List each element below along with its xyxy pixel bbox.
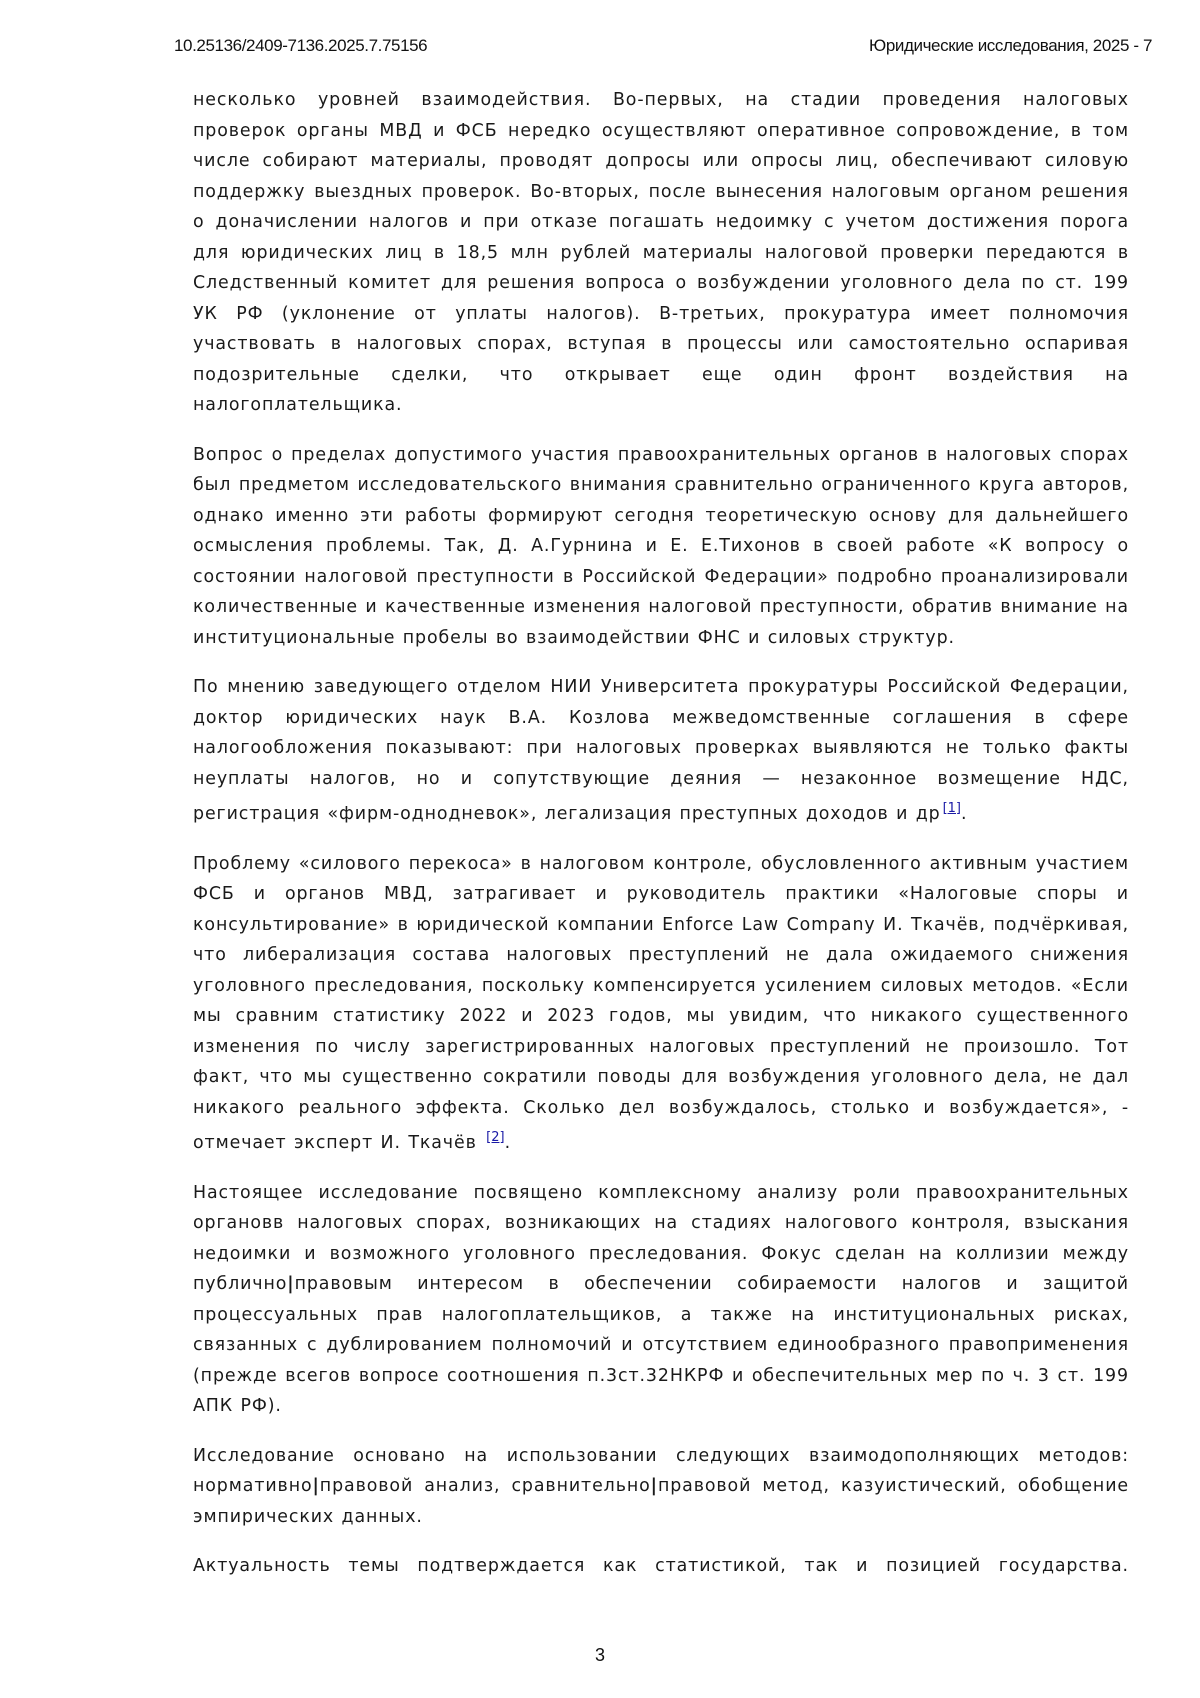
footnote-link-2[interactable]: [2] xyxy=(486,1130,505,1145)
journal-title: Юридические исследования, 2025 - 7 xyxy=(869,36,1152,55)
paragraph-4-text: Проблему «силового перекоса» в налоговом контроле, обусловленного активным участием ФСБ и органов МВД, затрагивает и руководитель практики «Налоговые споры и консультирование» в юридической компании Enforce Law Company И. Ткачёв, подчёркивая, что либерализация состава налоговых преступлений не дала ожидаемого снижения уголовного преследования, поскольку компенсируется усилением силовых методов. «Если мы сравним статистику 2022 и 2023 годов, мы увидим, что никакого существенного изменения по числу зарегистрированных налоговых преступлений не произошло. Тот факт, что мы существенно сократили поводы для возбуждения уголовного дела, не дал никакого реального эффекта. Сколько дел возбуждалось, столько и возбуждается», - отмечает эксперт И. Ткачёв xyxy=(193,853,1129,1153)
article-body xyxy=(193,85,1129,1601)
doi-text: 10.25136/2409-7136.2025.7.75156 xyxy=(174,36,428,55)
paragraph-4: Проблему «силового перекоса» в налоговом контроле, обусловленного активным участием ФСБ и органов МВД, затрагивает и руководитель практики «Налоговые споры и консультирование» в юридической компании Enforce Law Company И. Ткачёв, подчёркивая, что либерализация состава налоговых преступлений не дала ожидаемого снижения уголовного преследования, поскольку компенсируется усилением силовых методов. «Если мы сравним статистику 2022 и 2023 годов, мы увидим, что никакого существенного изменения по числу зарегистрированных налоговых преступлений не произошло. Тот факт, что мы существенно сократили поводы для возбуждения уголовного дела, не дал никакого реального эффекта. Сколько дел возбуждалось, столько и возбуждается», - отмечает эксперт И. Ткачёв [2]. xyxy=(193,853,1129,1153)
paragraph-5-text-a: Настоящее исследование посвящено комплексному анализу роли правоохранительных органовв налоговых спорах, возникающих на стадиях налогового контроля, взыскания недоимки и возможного уголовного преследования. Фокус сделан на коллизии между публично xyxy=(193,1182,1129,1294)
glyph-separator: | xyxy=(312,1476,320,1496)
glyph-separator: | xyxy=(650,1476,658,1496)
page-header xyxy=(174,36,1152,62)
paragraph-6-text-b: правовой анализ, сравнительно xyxy=(319,1476,651,1496)
paragraph-6 xyxy=(193,1441,1129,1533)
paragraph-5-text-b: правовым интересом в обеспечении собираемости налогов и защитой процессуальных прав налогоплательщиков, а также на институциональных рисках, связанных с дублированием полномочий и отсутствием единообразного правоприменения (прежде всегов вопросе соотношения п.3ст.32НКРФ и обеспечительных мер по ч. 3 ст. 199 АПК РФ). xyxy=(193,1274,1129,1416)
paragraph-6-text-c: правовой метод, казуистический, обобщение эмпирических данных. xyxy=(193,1476,1130,1527)
paragraph-1: несколько уровней взаимодействия. Во-первых, на стадии проведения налоговых проверок органы МВД и ФСБ нередко осуществляют оперативное сопровождение, в том числе собирают материалы, проводят допросы или опросы лиц, обеспечивают силовую поддержку выездных проверок. Во-вторых, после вынесения налоговым органом решения о доначислении налогов и при отказе погашать недоимку с учетом достижения порога для юридических лиц в 18,5 млн рублей материалы налоговой проверки передаются в Следственный комитет для решения вопроса о возбуждении уголовного дела по ст. 199 УК РФ (уклонение от уплаты налогов). В-третьих, прокуратура имеет полномочия участвовать в налоговых спорах, вступая в процессы или самостоятельно оспаривая подозрительные сделки, что открывает еще один фронт воздействия на налогоплательщика. xyxy=(193,90,1129,415)
paragraph-3-text: По мнению заведующего отделом НИИ Университета прокуратуры Российской Федерации, доктор юридических наук В.А. Козлова межведомственные соглашения в сфере налогообложения показывают: при налоговых проверках выявляются не только факты неуплаты налогов, но и сопутствующие деяния — незаконное возмещение НДС, регистрация «фирм-однодневок», легализация преступных доходов и др xyxy=(193,677,1129,824)
paragraph-7: Актуальность темы подтверждается как статистикой, так и позицией государства. xyxy=(193,1556,1129,1576)
paragraph-3: По мнению заведующего отделом НИИ Университета прокуратуры Российской Федерации, доктор юридических наук В.А. Козлова межведомственные соглашения в сфере налогообложения показывают: при налоговых проверках выявляются не только факты неуплаты налогов, но и сопутствующие деяния — незаконное возмещение НДС, регистрация «фирм-однодневок», легализация преступных доходов и др [1]. xyxy=(193,677,1129,824)
paragraph-5 xyxy=(193,1178,1129,1422)
glyph-separator: | xyxy=(287,1274,295,1294)
footnote-link-1[interactable]: [1] xyxy=(942,801,961,816)
page-number: 3 xyxy=(594,1645,605,1665)
paragraph-2: Вопрос о пределах допустимого участия правоохранительных органов в налоговых спорах был предметом исследовательского внимания сравнительно ограниченного круга авторов, однако именно эти работы формируют сегодня теоретическую основу для дальнейшего осмысления проблемы. Так, Д. А.Гурнина и Е. Е.Тихонов в своей работе «К вопросу о состоянии налоговой преступности в Российской Федерации» подробно проанализировали количественные и качественные изменения налоговой преступности, обратив внимание на институциональные пробелы во взаимодействии ФНС и силовых структур. xyxy=(193,444,1129,648)
paragraph-6-text-a: Исследование основано на использовании следующих взаимодополняющих методов: нормативно xyxy=(193,1445,1129,1496)
